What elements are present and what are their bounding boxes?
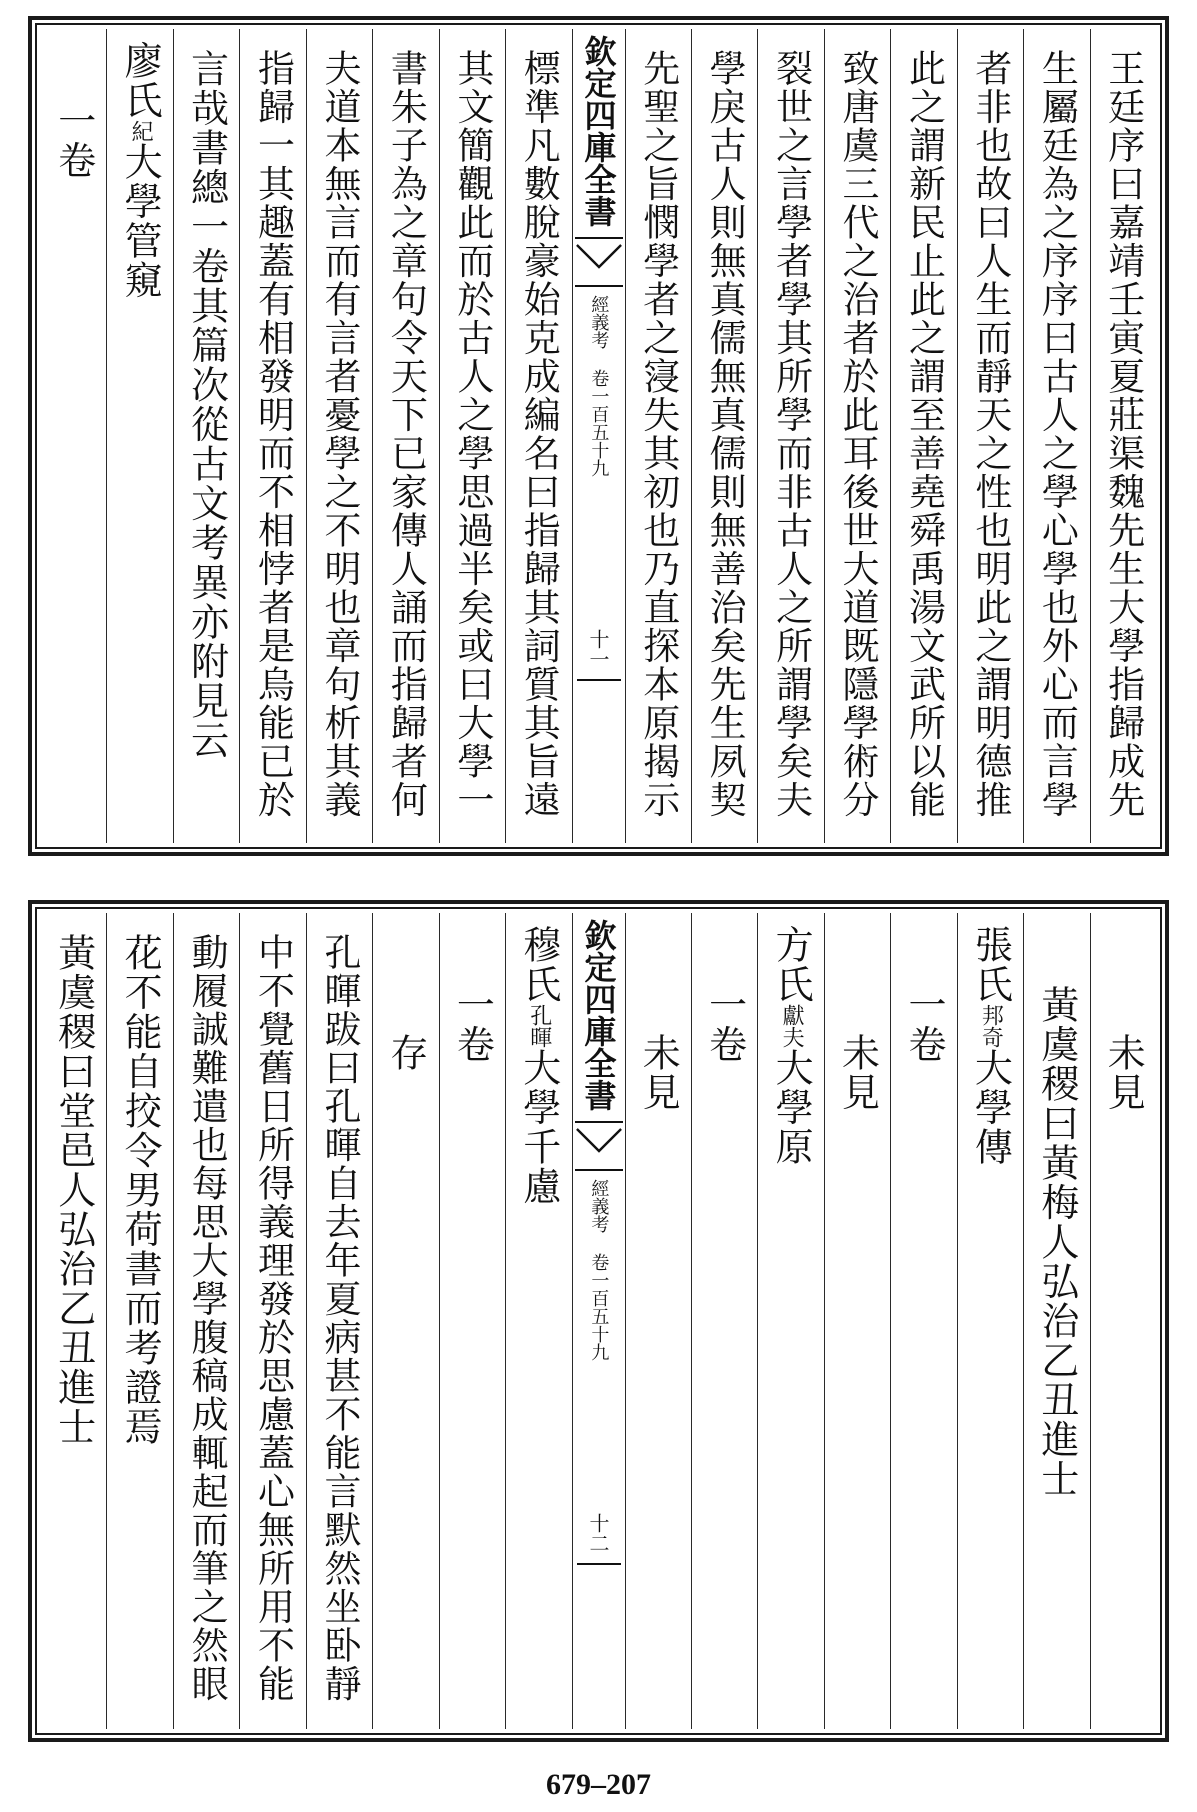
status-column	[625, 913, 691, 1729]
text-column	[824, 29, 890, 843]
entry-author-note: 獻夫	[779, 1004, 805, 1048]
page-number: 679–207	[546, 1768, 651, 1801]
entry-author-note: 紀	[128, 120, 154, 142]
entry-title: 大學管窺	[118, 142, 163, 300]
column-text: 夫道本無言而有言者憂學之不明也章句析其義	[317, 49, 361, 819]
column-text: 裂世之言學者學其所學而非古人之所謂學矣夫	[769, 49, 813, 819]
text-column	[372, 29, 438, 843]
column-text: 先聖之旨憫學者之寖失其初也乃直探本原揭示	[636, 49, 680, 819]
column-text: 此之謂新民止此之謂至善堯舜禹湯文武所以能	[902, 49, 946, 819]
bottom-columns	[41, 913, 1156, 1729]
center-gutter	[572, 913, 625, 1729]
volume-column	[439, 913, 505, 1729]
column-text: 黃虞稷曰堂邑人弘治乙丑進士	[51, 933, 96, 1447]
entry-column	[106, 29, 172, 843]
status-text: 未見	[636, 1033, 681, 1112]
gutter-volume: 卷一百五十九	[588, 369, 610, 477]
entry-author-note: 邦奇	[978, 1004, 1004, 1048]
column-text: 其文簡觀此而於古人之學思過半矣或曰大學一	[450, 49, 494, 819]
text-column	[173, 29, 239, 843]
entry-heading	[968, 925, 1013, 1167]
gutter-rule	[577, 1563, 621, 1565]
book-title: 欽定四庫全書	[579, 35, 618, 227]
entry-column	[505, 913, 571, 1729]
entry-heading	[516, 925, 561, 1206]
text-column	[691, 29, 757, 843]
text-column	[1090, 29, 1156, 843]
entry-column	[957, 913, 1023, 1729]
column-text: 花不能自挍令男荷書而考證焉	[118, 933, 163, 1447]
text-column	[625, 29, 691, 843]
column-text: 致唐虞三代之治者於此耳後世大道既隱學術分	[836, 49, 880, 819]
column-text: 黃虞稷曰黃梅人弘治乙丑進士	[1034, 985, 1079, 1499]
text-column	[306, 29, 372, 843]
gutter-subtitle: 經義考	[588, 295, 610, 349]
book-title: 欽定四庫全書	[579, 919, 618, 1111]
entry-heading	[118, 41, 163, 300]
text-column	[306, 913, 372, 1729]
text-column	[41, 913, 106, 1729]
text-column	[239, 29, 305, 843]
column-text: 指歸一其趣蓋有相發明而不相悖者是烏能已於	[251, 49, 295, 819]
gutter-subtitle: 經義考	[588, 1179, 610, 1233]
entry-author: 廖氏	[118, 41, 163, 120]
column-text: 者非也故曰人生而靜天之性也明此之謂明德推	[968, 49, 1012, 819]
entry-author: 方氏	[769, 925, 814, 1004]
volume-count: 一卷	[51, 101, 96, 180]
volume-column	[890, 913, 956, 1729]
entry-author: 張氏	[968, 925, 1013, 1004]
column-text: 書朱子為之章句令天下已家傳人誦而指歸者何	[384, 49, 428, 819]
status-column	[372, 913, 438, 1729]
entry-column	[757, 913, 823, 1729]
fish-tail-ornament	[575, 1121, 623, 1171]
fish-tail-ornament	[575, 237, 623, 287]
column-text: 標準凡數脫豪始克成編名曰指歸其詞質其旨遠	[517, 49, 561, 819]
column-text: 孔暉跋曰孔暉自去年夏病甚不能言默然坐卧靜	[317, 933, 361, 1703]
text-column	[957, 29, 1023, 843]
column-text: 生屬廷為之序序曰古人之學心學也外心而言學	[1035, 49, 1079, 819]
center-gutter	[572, 29, 625, 843]
folio-number: 十一	[586, 629, 610, 669]
text-column	[239, 913, 305, 1729]
entry-title: 大學千慮	[516, 1048, 561, 1206]
text-column	[106, 913, 172, 1729]
text-column	[173, 913, 239, 1729]
entry-author: 穆氏	[516, 925, 561, 1004]
column-text: 動履誠難遣也每思大學腹稿成輒起而筆之然眼	[185, 933, 229, 1703]
text-column	[1023, 29, 1089, 843]
column-text: 學戾古人則無真儒無真儒則無善治矣先生夙契	[703, 49, 747, 819]
volume-column	[691, 913, 757, 1729]
text-column	[1023, 913, 1089, 1729]
column-text: 言哉書總一卷其篇次從古文考異亦附見云	[184, 49, 229, 760]
text-column	[890, 29, 956, 843]
volume-count: 一卷	[702, 985, 747, 1064]
folio-number: 十二	[586, 1513, 610, 1553]
column-text: 中不覺舊日所得義理發於思慮蓋心無所用不能	[251, 933, 295, 1703]
volume-column	[41, 29, 106, 843]
top-columns	[41, 29, 1156, 843]
text-column	[439, 29, 505, 843]
gutter-volume: 卷一百五十九	[588, 1253, 610, 1361]
text-column	[757, 29, 823, 843]
entry-title: 大學傳	[968, 1048, 1013, 1167]
entry-title: 大學原	[769, 1048, 814, 1167]
entry-heading	[769, 925, 814, 1167]
volume-count: 一卷	[901, 985, 946, 1064]
volume-count: 一卷	[450, 985, 495, 1064]
bottom-page-panel	[28, 900, 1169, 1742]
status-text: 存	[383, 1033, 428, 1073]
status-column	[1090, 913, 1156, 1729]
status-text: 未見	[1101, 1033, 1146, 1112]
text-column	[505, 29, 571, 843]
column-text: 王廷序曰嘉靖壬寅夏莊渠魏先生大學指歸成先	[1101, 49, 1145, 819]
entry-author-note: 孔暉	[526, 1004, 552, 1048]
status-column	[824, 913, 890, 1729]
gutter-rule	[577, 679, 621, 681]
top-page-panel	[28, 16, 1169, 856]
status-text: 未見	[835, 1033, 880, 1112]
